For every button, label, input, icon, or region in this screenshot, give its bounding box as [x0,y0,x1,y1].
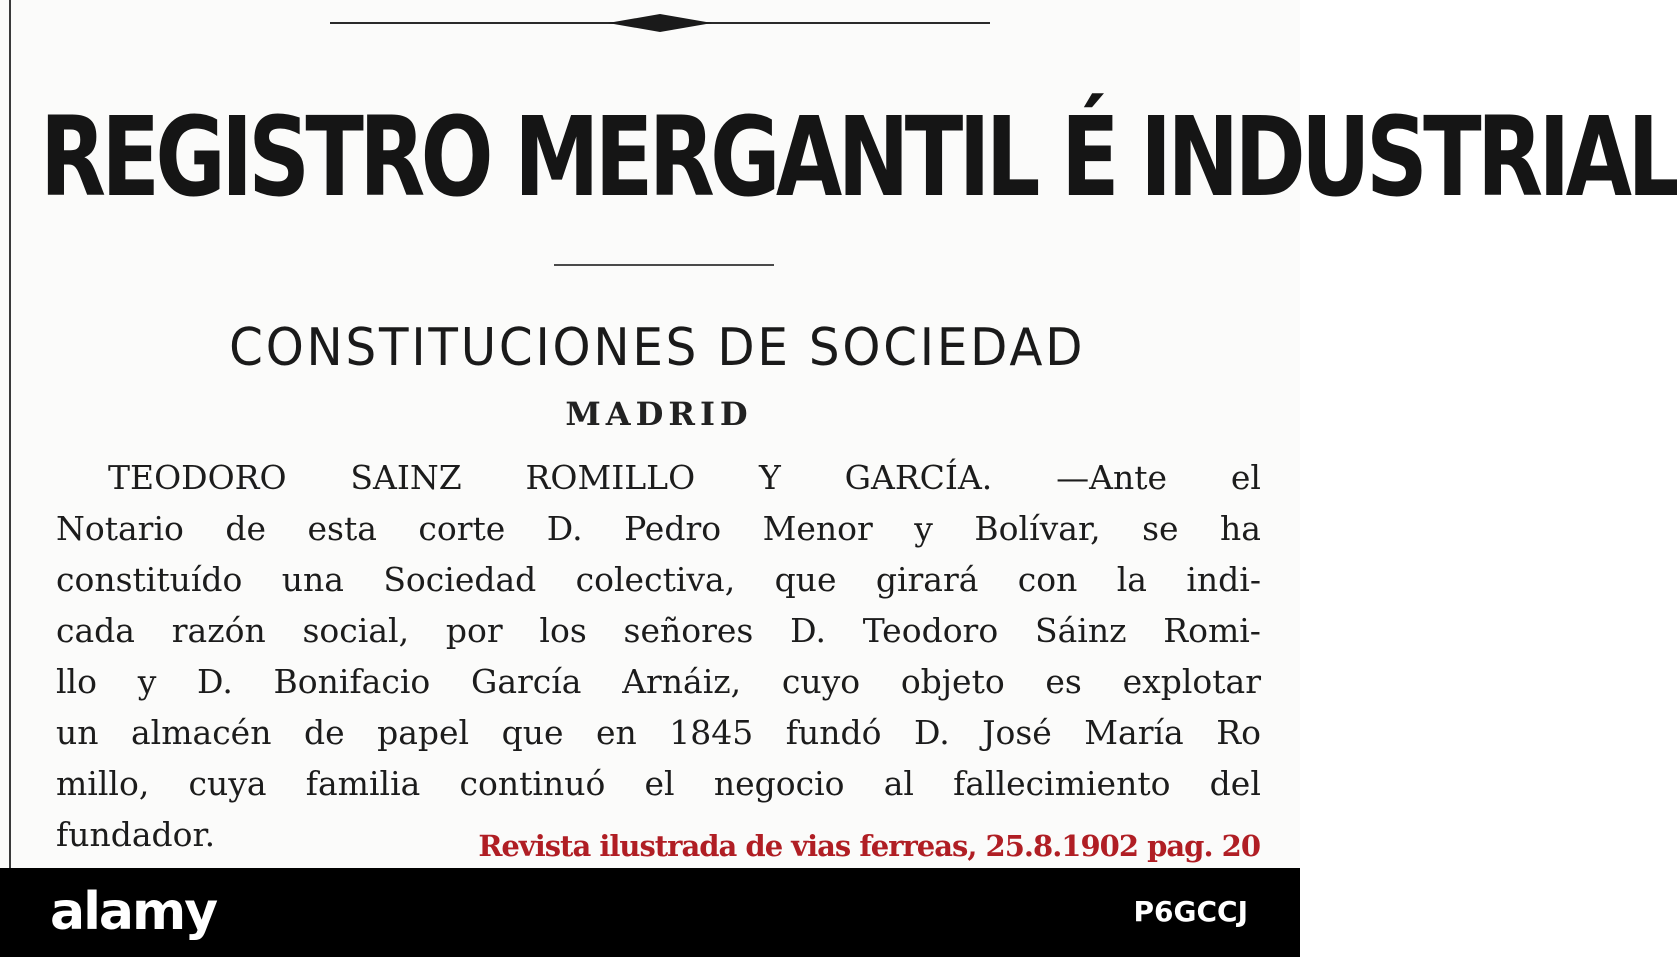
article-word: D. [913,713,950,752]
article-word: Y [759,458,781,497]
article-word: familia [305,764,421,803]
article-word: Sociedad [383,560,537,599]
article-word: la [1116,560,1147,599]
watermark-bar [0,868,1300,957]
article-word: señores [623,611,754,650]
article-word: girará [875,560,979,599]
article-line [56,503,1261,554]
article-word: corte [418,509,506,548]
article-line [56,605,1261,656]
article-word: con [1017,560,1078,599]
article-word: fallecimiento [953,764,1171,803]
city-heading: MADRID [565,395,753,433]
article-word: los [539,611,587,650]
article-word: negocio [713,764,845,803]
article-word: Bonifacio [273,662,431,701]
article-word: SAINZ [350,458,462,497]
article-word: por [445,611,503,650]
article-word: cuyo [781,662,861,701]
headline: REGISTRO MERGANTIL É INDUSTRIAL [40,93,1677,221]
article-line [56,452,1261,503]
article-word: esta [307,509,377,548]
article-word: de [303,713,345,752]
alamy-logo: alamy [50,882,217,942]
source-citation: Revista ilustrada de vias ferreas, 25.8.1902 pag. 20 [478,829,1260,863]
article-word: explotar [1122,662,1261,701]
article-word: del [1209,764,1261,803]
article-word: 1845 [669,713,754,752]
article-word: Sáinz [1034,611,1127,650]
article-word: razón [171,611,266,650]
article-word: D. [197,662,233,701]
article-word: Romi- [1163,611,1261,650]
article-word: Teodoro [862,611,999,650]
article-word: Ro [1216,713,1261,752]
section-divider [554,264,774,266]
article-word: almacén [131,713,272,752]
article-word: que [501,713,564,752]
article-word: José [982,713,1052,752]
article-word: una [281,560,344,599]
article-word: cada [56,611,135,650]
article-word: Notario [56,509,184,548]
article-word: objeto [900,662,1005,701]
left-column-rule [9,0,11,868]
article-word: y [137,662,157,701]
article-word: constituído [56,560,243,599]
article-word: continuó [459,764,606,803]
article-word: colectiva, [575,560,736,599]
article-word: Bolívar, [974,509,1101,548]
article-word: que [774,560,837,599]
section-title: CONSTITUCIONES DE SOCIEDAD [229,318,1086,378]
article-line [56,707,1261,758]
article-line [56,758,1261,809]
image-id: P6GCCJ [1133,895,1248,928]
article-word: fundador. [56,815,216,854]
diamond-ornament-rule [330,8,990,38]
article-word: millo, [56,764,150,803]
article-word: indi- [1186,560,1261,599]
article-word: cuya [188,764,267,803]
article-word: fundó [785,713,882,752]
article-word: Menor [762,509,873,548]
article-word: se [1142,509,1179,548]
article-word: García [470,662,582,701]
article-word: el [1230,458,1261,497]
article-word: TEODORO [108,458,287,497]
article-word: D. [546,509,583,548]
article-word: en [596,713,637,752]
article-word: llo [56,662,97,701]
article-word: ROMILLO [525,458,696,497]
article-word: es [1045,662,1082,701]
article-word: al [883,764,914,803]
article-word: —Ante [1056,458,1168,497]
article-line [56,656,1261,707]
article-word: papel [377,713,470,752]
article-word: el [644,764,675,803]
article-word: y [914,509,933,548]
article-word: Arnáiz, [622,662,742,701]
article-word: D. [790,611,826,650]
article-word: GARCÍA. [844,458,993,497]
article-word: de [225,509,267,548]
article-line [56,554,1261,605]
article-word: Pedro [624,509,722,548]
article-word: María [1084,713,1184,752]
article-word: ha [1220,509,1261,548]
article-word: un [56,713,99,752]
article-word: social, [302,611,410,650]
article-body [56,452,1261,860]
